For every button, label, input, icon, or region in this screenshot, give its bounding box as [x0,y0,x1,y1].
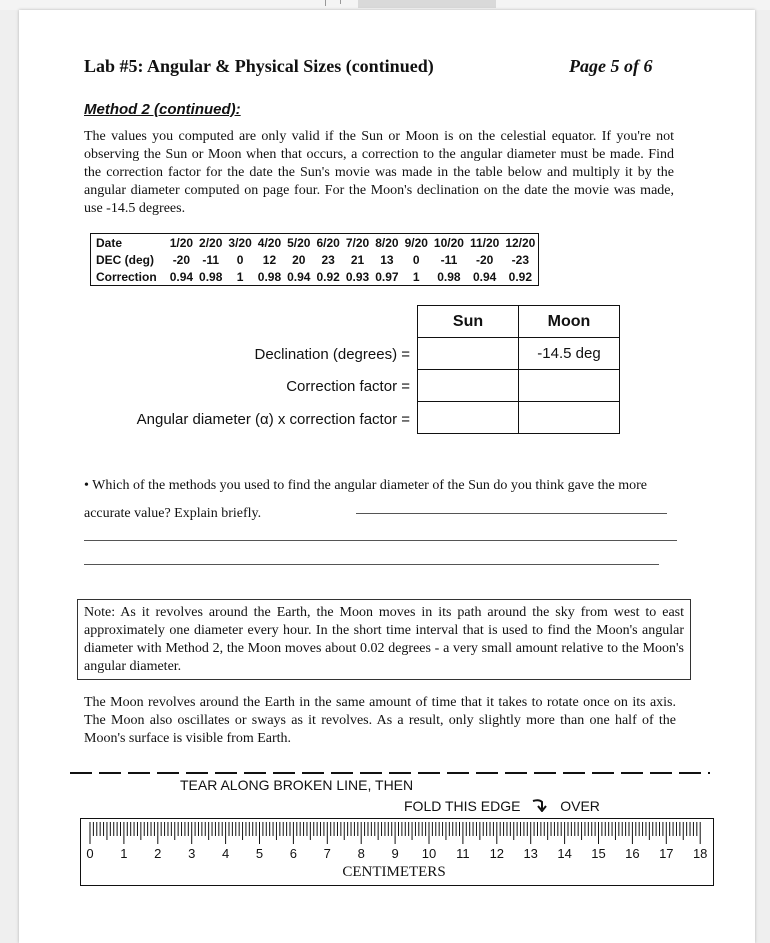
declination-row [418,338,620,370]
angular-diameter-row [418,402,620,434]
dec-cell: 20 [292,252,306,267]
correction-cell: 0.97 [375,269,399,284]
dec-cell: -11 [440,252,458,267]
ruler-label: 15 [591,846,606,861]
moon-header: Moon [519,306,620,338]
ruler-label: 5 [255,846,264,861]
page-title: Lab #5: Angular & Physical Sizes (continued) [84,56,434,76]
dec-cell: -11 [202,252,220,267]
ruler-label: 2 [154,846,162,861]
row-label: Correction [96,269,157,284]
correction-cell: 0.98 [257,269,282,284]
date-cell: 5/20 [287,235,311,250]
toolbar-divider [340,0,341,4]
dec-cell: 0 [412,252,420,267]
sun-angular-cell[interactable] [418,402,519,434]
correction-cell: 0.93 [345,269,370,284]
tear-line [70,772,710,774]
toolbar-tab[interactable] [358,0,496,8]
ruler-label: 11 [456,846,470,861]
note-box: Note: As it revolves around the Earth, the Moon moves in its path around the sky from west to east approximately one diameter every hour. In the short time interval that is used to find the Moon's angular diameter with Method 2, the Moon moves about 0.02 degrees - a very small amount relative to the Moon's angular diameter. [77,599,691,680]
correction-cell: 0.92 [316,269,340,284]
date-cell: 12/20 [505,235,536,250]
dec-cell: -23 [511,252,530,267]
dec-cell: 0 [236,252,244,267]
page-number: Page 5 of 6 [569,56,653,76]
ruler-label: 14 [557,846,572,861]
date-cell: 4/20 [257,235,282,250]
correction-cell: 0.98 [199,269,223,284]
correction-cell: 0.94 [287,269,311,284]
fold-instruction [404,798,600,814]
moon-paragraph: The Moon revolves around the Earth in the same amount of time that it takes to rotate once on its axis. The Moon also oscillates or sways as it revolves. As a result, only slightly more than one half of the Moon's surface is visible from Earth. [84,695,676,746]
ruler-label: 4 [221,846,230,861]
ruler-label: 17 [659,846,674,861]
ruler-label: 10 [421,846,437,861]
fold-text: FOLD THIS EDGE [404,798,521,814]
ruler-unit-label: CENTIMETERS [342,864,446,880]
question-text: • Which of the methods you used to find the angular diameter of the Sun do you think gave the more accurate value? Explain briefly. [84,478,647,521]
ruler-label: 0 [86,846,94,861]
moon-declination-cell[interactable]: -14.5 deg [519,338,620,370]
correction-cell: 0.98 [437,269,461,284]
moon-angular-cell[interactable] [519,402,620,434]
correction-cell: 1 [236,269,244,284]
date-cell: 9/20 [404,235,428,250]
answer-line[interactable] [356,513,667,514]
date-cell: 10/20 [433,235,464,250]
method-heading: Method 2 (continued): [84,101,241,118]
date-row [91,234,539,252]
angular-diameter-label: Angular diameter (α) x correction factor = [136,411,410,428]
date-cell: 3/20 [228,235,252,250]
dec-cell: 12 [262,252,277,267]
date-cell: 6/20 [316,235,340,250]
moon-correction-cell[interactable] [519,370,620,402]
dec-cell: -20 [475,252,494,267]
ruler-label: 7 [323,846,331,861]
sun-header: Sun [418,306,519,338]
dec-cell: 21 [350,252,365,267]
correction-row [91,268,539,286]
header-row [418,306,620,338]
sun-declination-cell[interactable] [418,338,519,370]
answer-line[interactable] [84,540,677,541]
dec-cell: 13 [380,252,394,267]
dec-cell: -20 [172,252,191,267]
viewer-toolbar [0,0,770,10]
date-cell: 8/20 [375,235,399,250]
ruler-label: 8 [357,846,365,861]
sun-moon-table [417,305,620,434]
ruler-label: 6 [289,846,298,861]
ruler-label: 16 [625,846,640,861]
ruler-label: 1 [120,846,128,861]
dec-row [91,251,539,268]
ruler-label: 13 [523,846,538,861]
intro-paragraph: The values you computed are only valid if the Sun or Moon is on the celestial equator. If you're not observing the Sun or Moon when that occurs, a correction to the angular diameter must be made. Find the correction factor for the date the Sun's movie was made in the table below and multiply it by the angular diameter computed on page four. For the Moon's declination on the date the movie was made, use -14.5 degrees. [84,129,674,216]
correction-cell: 0.92 [508,269,533,284]
answer-line[interactable] [84,564,659,565]
correction-cell: 0.94 [472,269,497,284]
correction-table [90,233,539,286]
ruler-label: 9 [391,846,399,861]
ruler-label: 18 [692,846,708,861]
row-label: Date [96,235,123,250]
correction-cell: 0.94 [169,269,194,284]
sun-correction-cell[interactable] [418,370,519,402]
ruler-label: 12 [489,846,505,861]
date-cell: 7/20 [345,235,370,250]
dec-cell: 23 [321,252,335,267]
toolbar-divider [325,0,326,6]
date-cell: 11/20 [469,235,500,250]
fold-over-text: OVER [560,798,600,814]
correction-factor-row [418,370,620,402]
correction-factor-label: Correction factor = [286,378,410,395]
fold-arrow-icon [532,798,550,812]
tear-instruction: TEAR ALONG BROKEN LINE, THEN [180,777,414,793]
correction-cell: 1 [412,269,420,284]
date-cell: 1/20 [169,235,194,250]
row-label: DEC (deg) [96,252,154,267]
declination-label: Declination (degrees) = [254,346,410,363]
ruler-label: 3 [188,846,196,861]
date-cell: 2/20 [199,235,223,250]
